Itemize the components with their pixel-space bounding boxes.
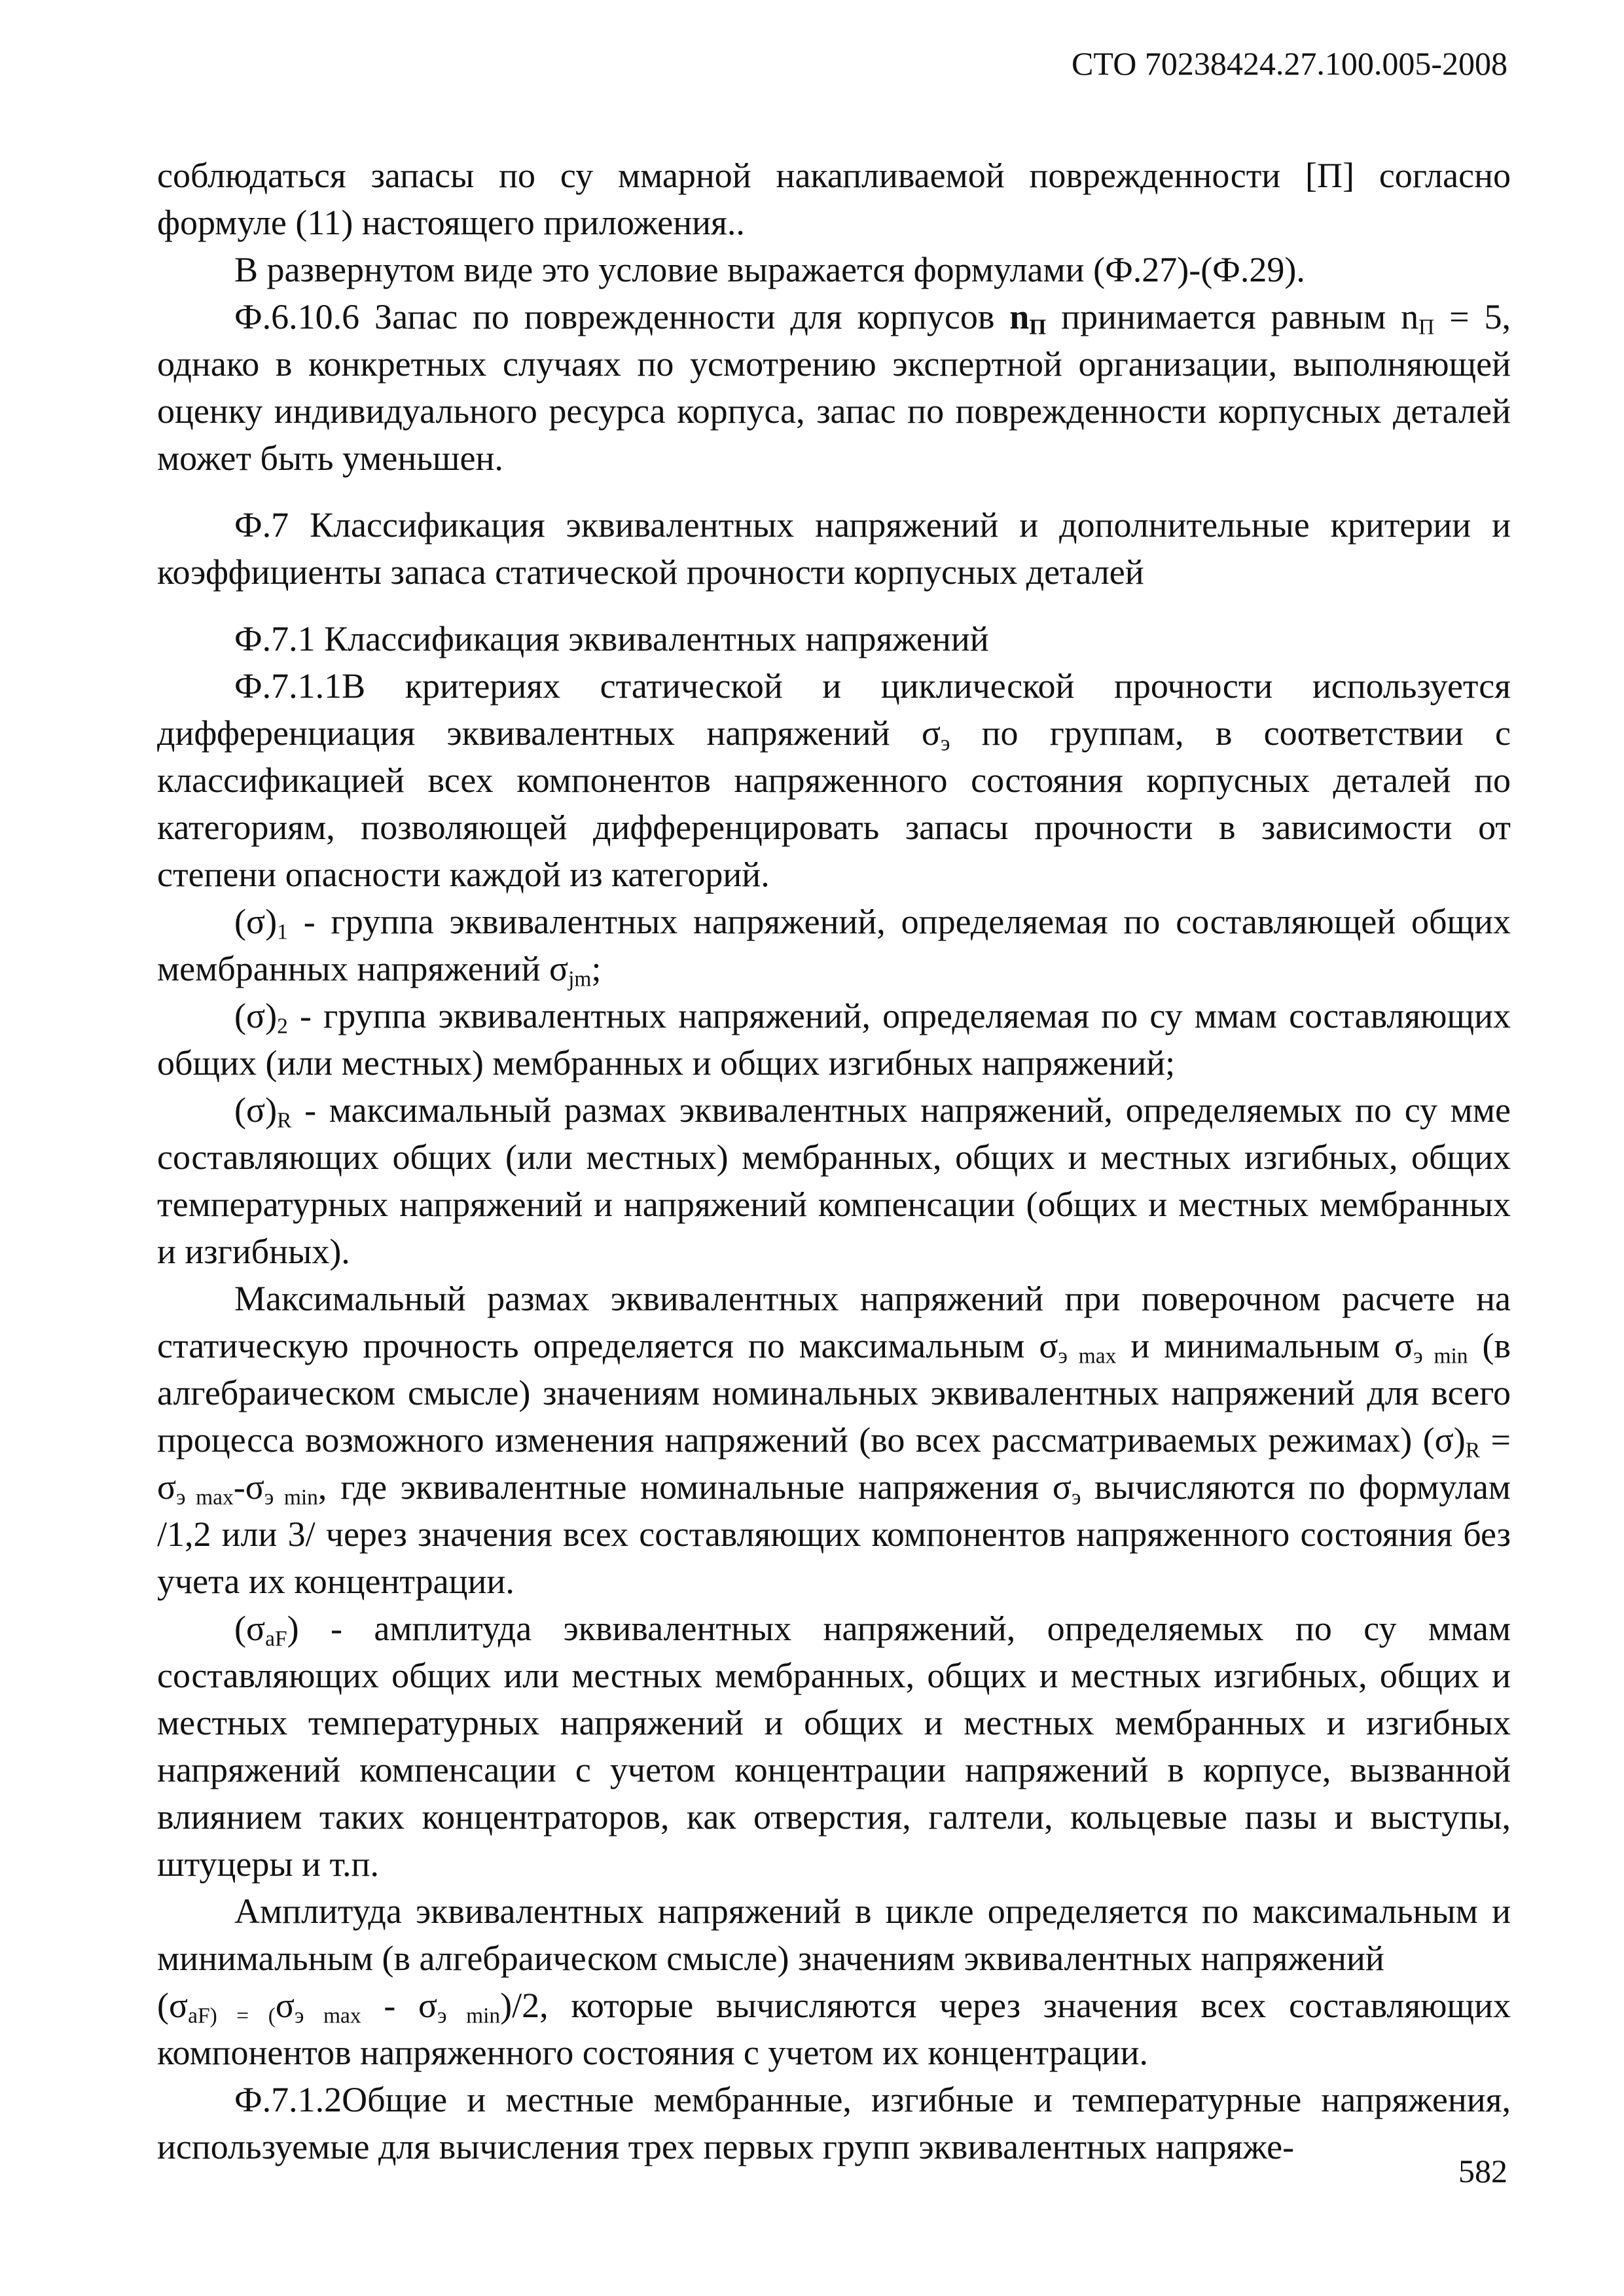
page-body: [157, 152, 1511, 2170]
symbol: $n_П$: [1009, 297, 1047, 340]
text: Ф.6.10.6 Запас по поврежденности для корпусов: [234, 297, 1010, 336]
subsection-heading-f-7-1: Ф.7.1 Классификация эквивалентных напряжений: [234, 619, 989, 658]
section-heading-f-7: Ф.7 Классификация эквивалентных напряжений и дополнительные критерии и коэффициенты запаса статической прочности корпусных деталей: [157, 505, 1511, 592]
paragraph-group-r: $(\sigma)_R$ - максимальный размах эквивалентных напряжений, определяемых по су мме составляющих общих (или местных) мембранных, общих и местных изгибных, общих температурных напряжений и напряжений компенсации (общих и местных мембранных и изгибных).: [157, 1090, 1511, 1271]
paragraph-f-7-1-2: Ф.7.1.2Общие и местные мембранные, изгибные и температурные напряжения, используемые для вычисления трех первых групп эквивалентных напряже-: [157, 2080, 1511, 2166]
paragraph-group-1: $(\sigma)_1$ - группа эквивалентных напряжений, определяемая по составляющей общих мембранных напряжений $\sigma_{jm}$;: [157, 902, 1511, 992]
paragraph-amplitude-group: $(\sigma_{aF})$ - амплитуда эквивалентных напряжений, определяемых по су ммам составляющих общих или местных мембранных, общих и местных изгибных, общих и местных температурных напряжений и общих и местных мембранных и изгибных напряжений компенсации с учетом концентрации напряжений в корпусе, вызванной влиянием таких концентраторов, как отверстия, галтели, кольцевые пазы и выступы, штуцеры и т.п.: [157, 1609, 1511, 1884]
document-code-header: СТО 70238424.27.100.005-2008: [1072, 45, 1507, 82]
paragraph-max-range: Максимальный размах эквивалентных напряжений при поверочном расчете на статическую прочность определяется по максимальным $\sigma_{э max}$ и минимальным $\sigma_{э min}$ (в алгебраическом смысле) значениям номинальных эквивалентных напряжений для всего процесса возможного изменения напряжений (во всех рассматриваемых режимах) $(\sigma)_R = \sigma_{э max}-\sigma_{э min}$, где эквивалентные номинальные напряжения $\sigma_э$ вычисляются по формулам /1,2 или 3/ через значения всех составляющих компонентов напряженного состояния без учета их концентрации.: [157, 1279, 1511, 1601]
text: = 5, однако в конкретных случаях по усмотрению экспертной организации, выполняющей оценку индивидуального ресурса корпуса, запас по поврежденности корпусных деталей может быть уменьшен.: [157, 297, 1511, 478]
paragraph-amplitude-cycle: Амплитуда эквивалентных напряжений в цикле определяется по максимальным и минимальным (в алгебраическом смысле) значениям эквивалентных напряжений: [157, 1892, 1511, 1978]
subscript: П: [1418, 315, 1435, 340]
paragraph-f-7-1-1: Ф.7.1.1В критериях статической и циклической прочности используется дифференциация эквивалентных напряжений $\sigma_э$ по группам, в соответствии с классификацией всех компонентов напряженного состояния корпусных деталей по категориям, позволяющей дифференцировать запасы прочности в зависимости от степени опасности каждой из категорий.: [157, 666, 1511, 894]
paragraph-continuation: соблюдаться запасы по су ммарной накапливаемой поврежденности [П] согласно формуле (11) настоящего приложения..: [157, 156, 1511, 242]
paragraph-group-2: $(\sigma)_2$ - группа эквивалентных напряжений, определяемая по су ммам составляющих общих (или местных) мембранных и общих изгибных напряжений;: [157, 996, 1511, 1083]
page-number: 582: [1458, 2153, 1507, 2189]
paragraph-conditions: В развернутом виде это условие выражается формулами (Ф.27)-(Ф.29).: [234, 250, 1305, 289]
paragraph-amplitude-formula: $(\sigma_{aF) = (}\sigma_{э max} - \sigma_{э min})/2$, которые вычисляются через значения всех составляющих компонентов напряженного состояния с учетом их концентрации.: [157, 1986, 1511, 2072]
paragraph-f-6-10-6: [157, 293, 1511, 482]
text: принимается равным n: [1046, 297, 1419, 336]
